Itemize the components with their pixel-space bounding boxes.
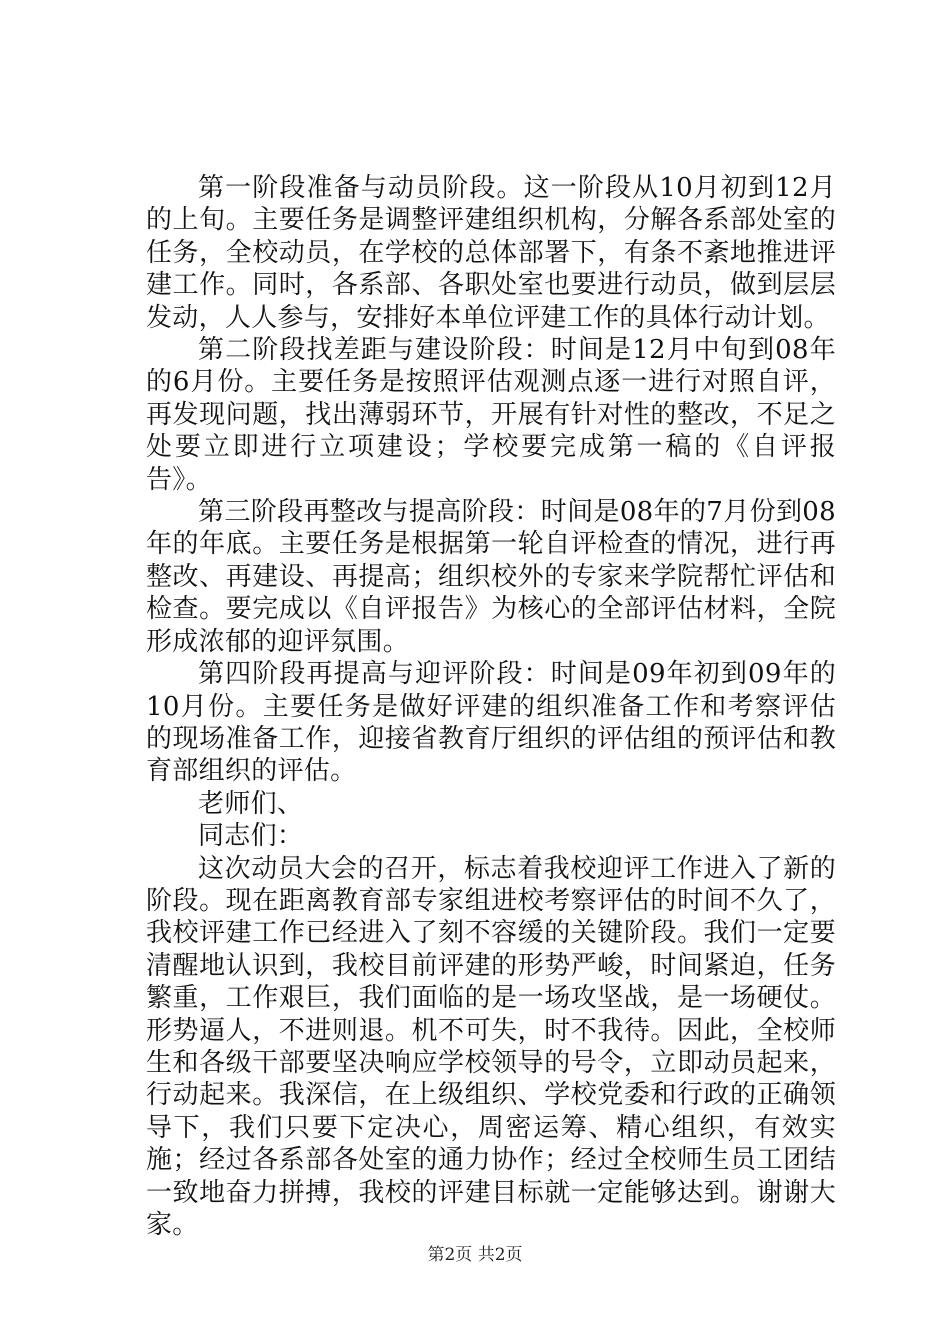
paragraph-stage-one: 第一阶段准备与动员阶段。这一阶段从10月初到12月的上旬。主要任务是调整评建组织机构，分解各系部处室的任务，全校动员，在学校的总体部署下，有条不紊地推进评建工作。同时，各系部、各职处室也要进行动员，做到层层发动，人人参与，安排好本单位评建工作的具体行动计划。	[146, 173, 836, 333]
salutation-comrades: 同志们：	[198, 821, 304, 852]
paragraph-stage-two: 第二阶段找差距与建设阶段：时间是12月中旬到08年的6月份。主要任务是按照评估观测点逐一进行对照自评，再发现问题，找出薄弱环节，开展有针对性的整改，不足之处要立即进行立项建设；学校要完成第一稿的《自评报告》。	[146, 335, 836, 495]
paragraph-stage-three: 第三阶段再整改与提高阶段：时间是08年的7月份到08年的年底。主要任务是根据第一轮自评检查的情况，进行再整改、再建设、再提高；组织校外的专家来学院帮忙评估和检查。要完成以《自评报告》为核心的全部评估材料，全院形成浓郁的迎评氛围。	[146, 497, 836, 657]
document-body	[146, 172, 836, 1241]
page-number-footer: 第2页 共2页	[427, 1245, 523, 1265]
paragraph-stage-four: 第四阶段再提高与迎评阶段：时间是09年初到09年的10月份。主要任务是做好评建的组织准备工作和考察评估的现场准备工作，迎接省教育厅组织的评估组的预评估和教育部组织的评估。	[146, 659, 836, 787]
paragraph-closing: 这次动员大会的召开，标志着我校迎评工作进入了新的阶段。现在距离教育部专家组进校考察评估的时间不久了，我校评建工作已经进入了刻不容缓的关键阶段。我们一定要清醒地认识到，我校目前评建的形势严峻，时间紧迫，任务繁重，工作艰巨，我们面临的是一场攻坚战，是一场硬仗。形势逼人，不进则退。机不可失，时不我待。因此，全校师生和各级干部要坚决响应学校领导的号令，立即动员起来，行动起来。我深信，在上级组织、学校党委和行政的正确领导下，我们只要下定决心，周密运筹、精心组织，有效实施；经过各系部各处室的通力协作；经过全校师生员工团结一致地奋力拼搏，我校的评建目标就一定能够达到。谢谢大家。	[146, 853, 836, 1240]
salutation-teachers: 老师们、	[198, 788, 304, 819]
